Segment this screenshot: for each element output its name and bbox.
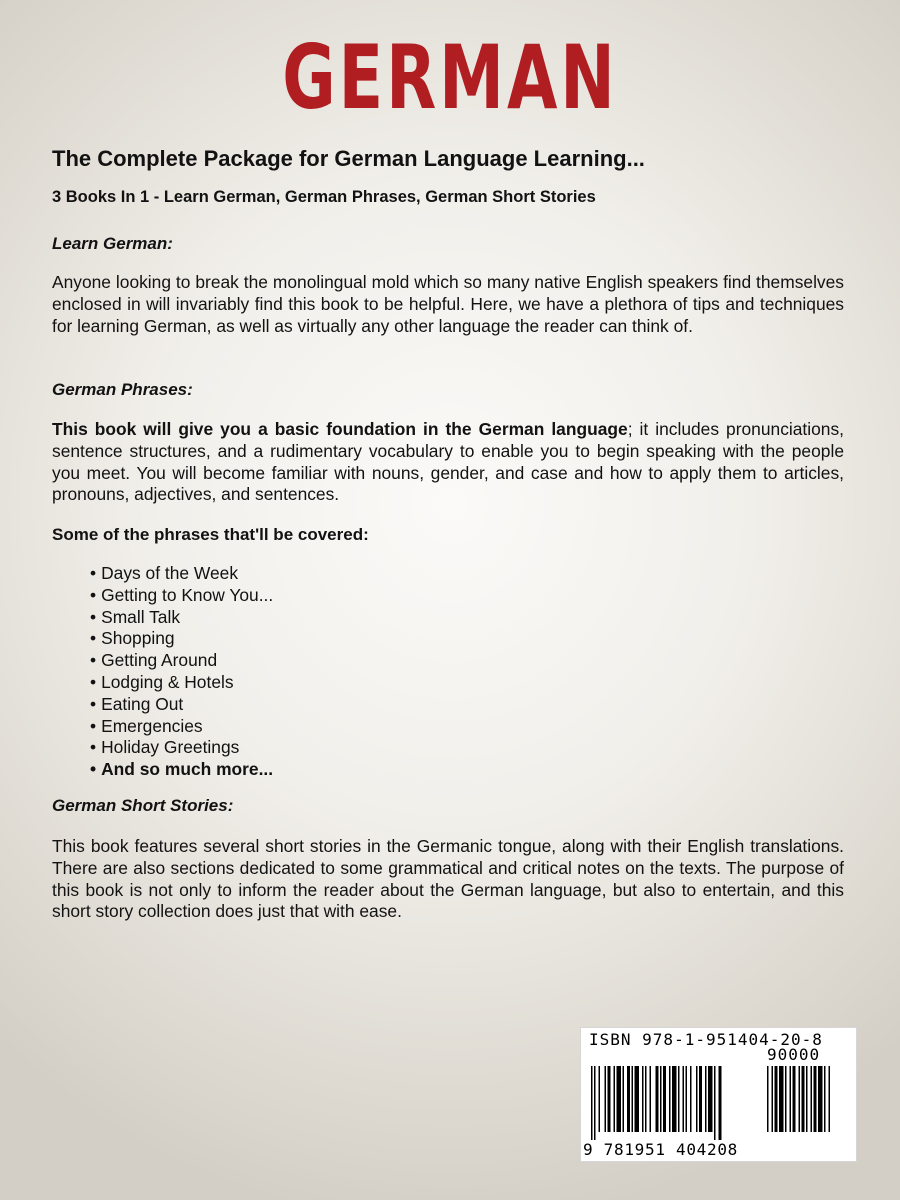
phrases-list — [90, 563, 273, 781]
list-item: • Shopping — [90, 628, 273, 650]
price-addon-bars — [767, 1066, 847, 1142]
list-item: • Days of the Week — [90, 563, 273, 585]
list-item: • Small Talk — [90, 607, 273, 629]
german-short-stories-paragraph: This book features several short stories in the Germanic tongue, along with their English translations. There are also sections dedicated to some grammatical and critical notes on the texts. The purpose of this book is not only to inform the reader about the German language, but also to entertain, and this short story collection does just that with ease. — [52, 836, 844, 922]
ean-digits: 9 781951 404208 — [583, 1140, 738, 1159]
phrases-list-heading: Some of the phrases that'll be covered: — [52, 525, 369, 544]
list-item: • Emergencies — [90, 716, 273, 738]
german-phrases-paragraph — [52, 419, 844, 506]
headline: The Complete Package for German Language Learning... — [52, 146, 645, 171]
isbn-label: ISBN 978-1-951404-20-8 — [589, 1030, 823, 1049]
section-heading-learn-german: Learn German: — [52, 234, 173, 253]
list-item: • Getting Around — [90, 650, 273, 672]
price-code: 90000 — [767, 1045, 821, 1064]
list-item: • Eating Out — [90, 694, 273, 716]
isbn-barcode — [580, 1027, 857, 1162]
book-title: GERMAN — [282, 26, 618, 129]
list-item-more: • And so much more... — [90, 759, 273, 781]
subheadline: 3 Books In 1 - Learn German, German Phrases, German Short Stories — [52, 188, 596, 206]
list-item: • Holiday Greetings — [90, 737, 273, 759]
list-item: • Getting to Know You... — [90, 585, 273, 607]
german-phrases-bold-lead: This book will give you a basic foundation in the German language — [52, 419, 628, 439]
list-item: • Lodging & Hotels — [90, 672, 273, 694]
section-heading-german-short-stories: German Short Stories: — [52, 796, 234, 815]
learn-german-paragraph: Anyone looking to break the monolingual mold which so many native English speakers find themselves enclosed in will invariably find this book to be helpful. Here, we have a plethora of tips and techniques for learning German, as well as virtually any other language the reader can think of. — [52, 272, 844, 336]
german-phrases-body: ; it includes pronunciations, sentence structures, and a rudimentary vocabulary to enable you to begin speaking with the people you meet. You will become familiar with nouns, gender, and case and how to apply them to articles, pronouns, adjectives, and sentences. — [52, 419, 844, 505]
section-heading-german-phrases: German Phrases: — [52, 380, 193, 399]
ean-barcode-bars — [591, 1066, 756, 1142]
